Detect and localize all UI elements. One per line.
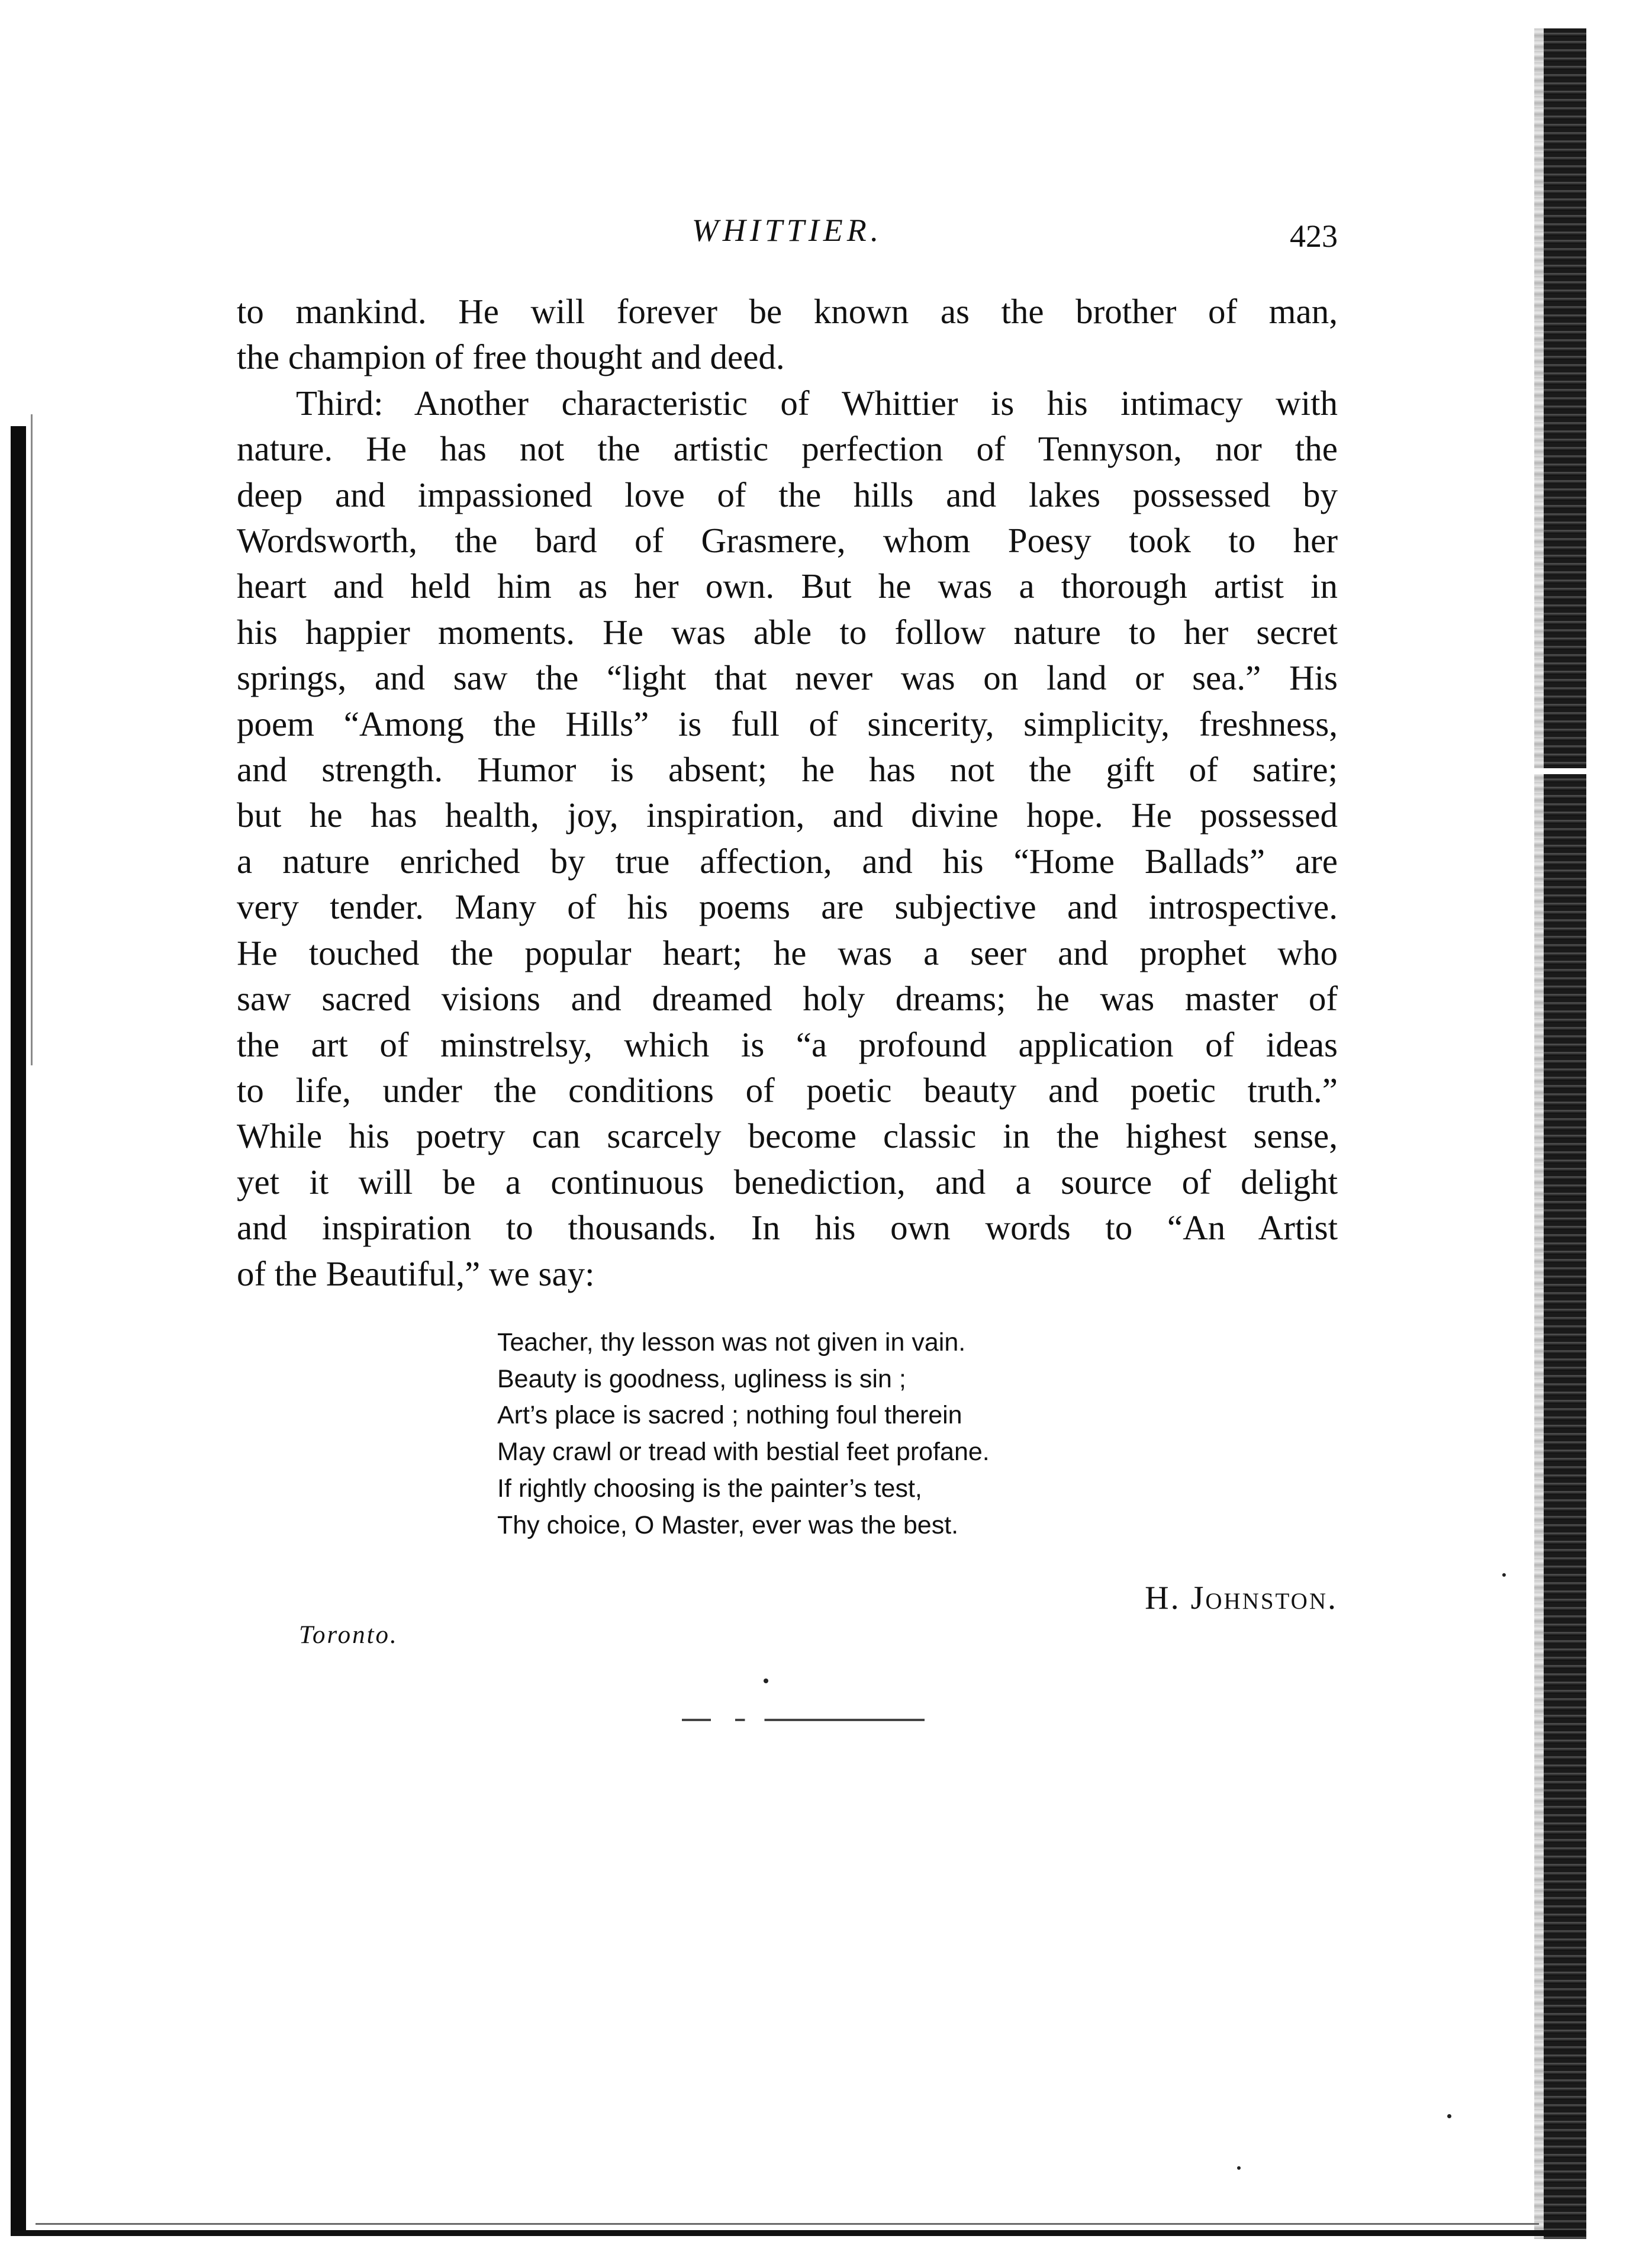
author-place: Toronto.: [299, 1621, 398, 1649]
stray-mark: [1237, 2166, 1241, 2170]
page-left-edge-line: [31, 414, 33, 1065]
body-line: the art of minstrelsy, which is “a profound application of ideas: [237, 1025, 1338, 1064]
body-line: a nature enriched by true affection, and his “Home Ballads” are: [237, 841, 1338, 881]
running-header: [237, 212, 1338, 265]
poem-line: Art’s place is sacred ; nothing foul therein: [497, 1401, 962, 1430]
page-binding-edge: [1544, 28, 1586, 2239]
body-line: saw sacred visions and dreamed holy dreams; he was master of: [237, 979, 1338, 1019]
stray-mark: [1447, 2114, 1451, 2118]
end-rule: [682, 1719, 925, 1721]
body-line: to life, under the conditions of poetic beauty and poetic truth.”: [237, 1070, 1338, 1110]
body-line: Third: Another characteristic of Whittier is his intimacy with: [296, 383, 1338, 423]
body-line: springs, and saw the “light that never was on land or sea.” His: [237, 658, 1338, 698]
stray-mark: [1502, 1573, 1506, 1577]
page-edge-notch: [1534, 768, 1586, 774]
running-title: WHITTIER.: [691, 212, 883, 248]
body-line: to mankind. He will forever be known as the brother of man,: [237, 292, 1338, 331]
page-bottom-edge-line: [36, 2223, 1539, 2225]
body-line: He touched the popular heart; he was a seer and prophet who: [237, 933, 1338, 972]
body-line: but he has health, joy, inspiration, and divine hope. He possessed: [237, 795, 1338, 835]
page-bottom-edge: [11, 2230, 1585, 2236]
poem-line: Beauty is goodness, ugliness is sin ;: [497, 1364, 906, 1393]
body-line: and inspiration to thousands. In his own words to “An Artist: [237, 1208, 1338, 1248]
body-line: yet it will be a continuous benediction, and a source of delight: [237, 1162, 1338, 1201]
poem-quotation: [497, 1325, 1184, 1544]
poem-line: Teacher, thy lesson was not given in vain.: [497, 1328, 966, 1357]
body-line: the champion of free thought and deed.: [237, 337, 785, 377]
stray-mark: [764, 1679, 768, 1683]
body-line: and strength. Humor is absent; he has not the gift of satire;: [237, 750, 1338, 790]
body-line: deep and impassioned love of the hills and lakes possessed by: [237, 475, 1338, 514]
body-line: While his poetry can scarcely become classic in the highest sense,: [237, 1116, 1338, 1156]
body-line: poem “Among the Hills” is full of sincerity, simplicity, freshness,: [237, 704, 1338, 743]
page-number: 423: [1290, 218, 1338, 254]
author-signature: H. Johnston.: [1145, 1580, 1338, 1616]
poem-line: May crawl or tread with bestial feet profane.: [497, 1438, 990, 1467]
page-left-edge: [11, 426, 26, 2232]
poem-line: If rightly choosing is the painter’s test,: [497, 1474, 922, 1503]
body-line: Wordsworth, the bard of Grasmere, whom Poesy took to her: [237, 521, 1338, 560]
body-paragraphs: [237, 289, 1338, 1297]
body-line: his happier moments. He was able to follow nature to her secret: [237, 612, 1338, 652]
body-line: of the Beautiful,” we say:: [237, 1254, 595, 1293]
body-line: very tender. Many of his poems are subjective and introspective.: [237, 887, 1338, 927]
body-line: nature. He has not the artistic perfection of Tennyson, nor the: [237, 429, 1338, 469]
body-line: heart and held him as her own. But he was a thorough artist in: [237, 566, 1338, 606]
poem-line: Thy choice, O Master, ever was the best.: [497, 1510, 959, 1539]
